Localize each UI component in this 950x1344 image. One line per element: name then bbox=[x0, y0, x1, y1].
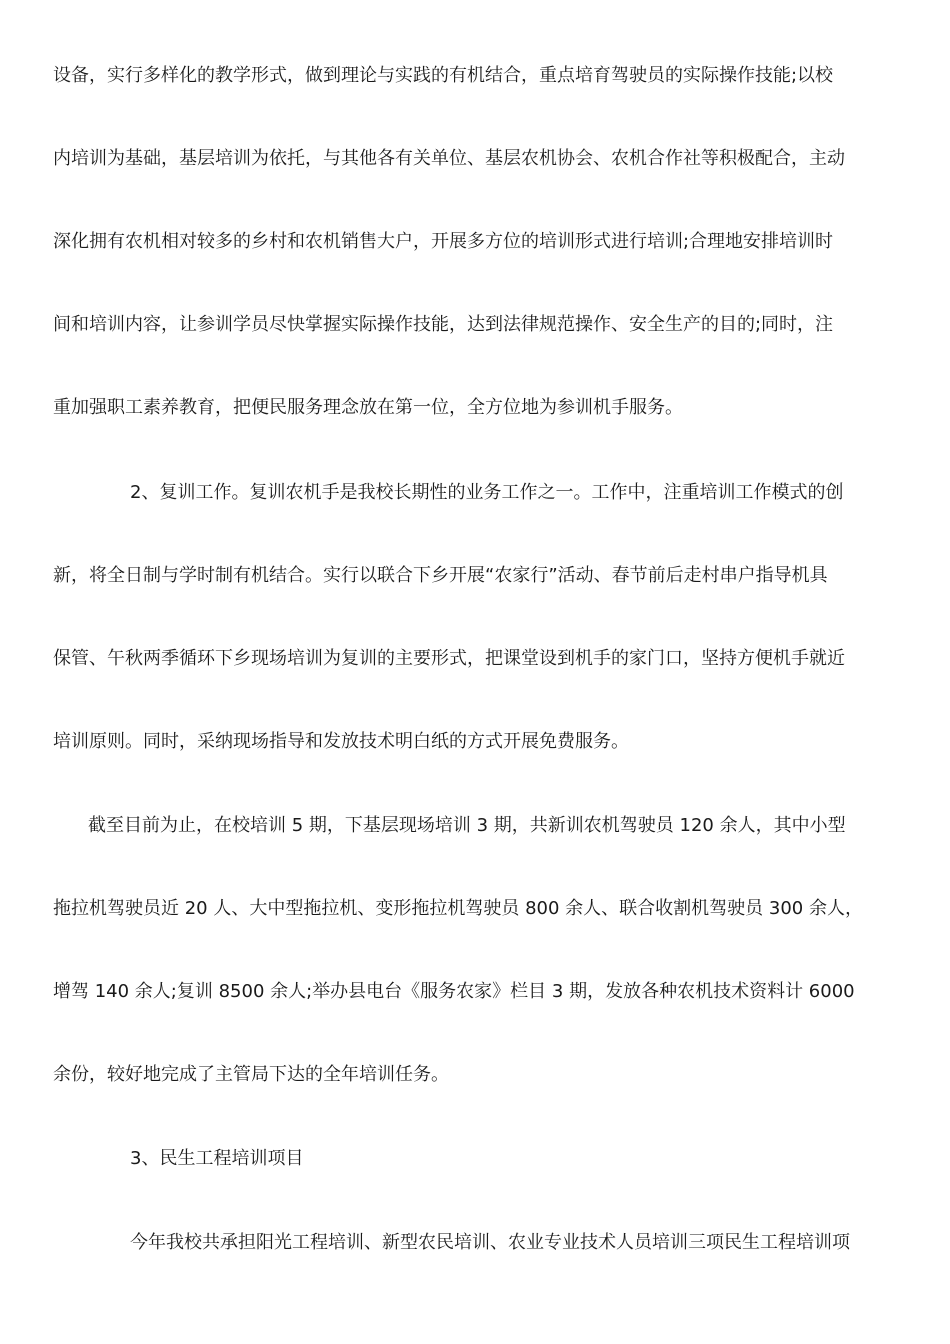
text-line: 今年我校共承担阳光工程培训、新型农民培训、农业专业技术人员培训三项民生工程培训项 bbox=[130, 1232, 850, 1253]
text-line: 内培训为基础，基层培训为依托，与其他各有关单位、基层农机协会、农机合作社等积极配合，主动 bbox=[53, 148, 845, 169]
text-line: 设备，实行多样化的教学形式，做到理论与实践的有机结合，重点培育驾驶员的实际操作技能;以校 bbox=[53, 65, 834, 86]
section-heading: 3、民生工程培训项目 bbox=[130, 1148, 304, 1169]
text-line: 余份，较好地完成了主管局下达的全年培训任务。 bbox=[53, 1064, 449, 1085]
text-line: 保管、午秋两季循环下乡现场培训为复训的主要形式，把课堂设到机手的家门口，坚持方便机手就近 bbox=[53, 648, 845, 669]
text-line: 拖拉机驾驶员近 20 人、大中型拖拉机、变形拖拉机驾驶员 800 余人、联合收割机驾驶员 300 余人， bbox=[53, 898, 863, 919]
section-heading-line: 2、复训工作。复训农机手是我校长期性的业务工作之一。工作中，注重培训工作模式的创 bbox=[130, 482, 844, 503]
text-line: 深化拥有农机相对较多的乡村和农机销售大户，开展多方位的培训形式进行培训;合理地安排培训时 bbox=[53, 231, 834, 252]
text-line: 重加强职工素养教育，把便民服务理念放在第一位，全方位地为参训机手服务。 bbox=[53, 397, 683, 418]
text-line: 增驾 140 余人;复训 8500 余人;举办县电台《服务农家》栏目 3 期，发放各种农机技术资料计 6000 bbox=[53, 981, 855, 1002]
text-line: 截至目前为止，在校培训 5 期，下基层现场培训 3 期，共新训农机驾驶员 120 余人，其中小型 bbox=[88, 815, 846, 836]
text-line: 间和培训内容，让参训学员尽快掌握实际操作技能，达到法律规范操作、安全生产的目的;同时，注 bbox=[53, 314, 834, 335]
text-line: 新，将全日制与学时制有机结合。实行以联合下乡开展“农家行”活动、春节前后走村串户指导机具 bbox=[53, 565, 828, 586]
text-line: 培训原则。同时，采纳现场指导和发放技术明白纸的方式开展免费服务。 bbox=[53, 731, 629, 752]
